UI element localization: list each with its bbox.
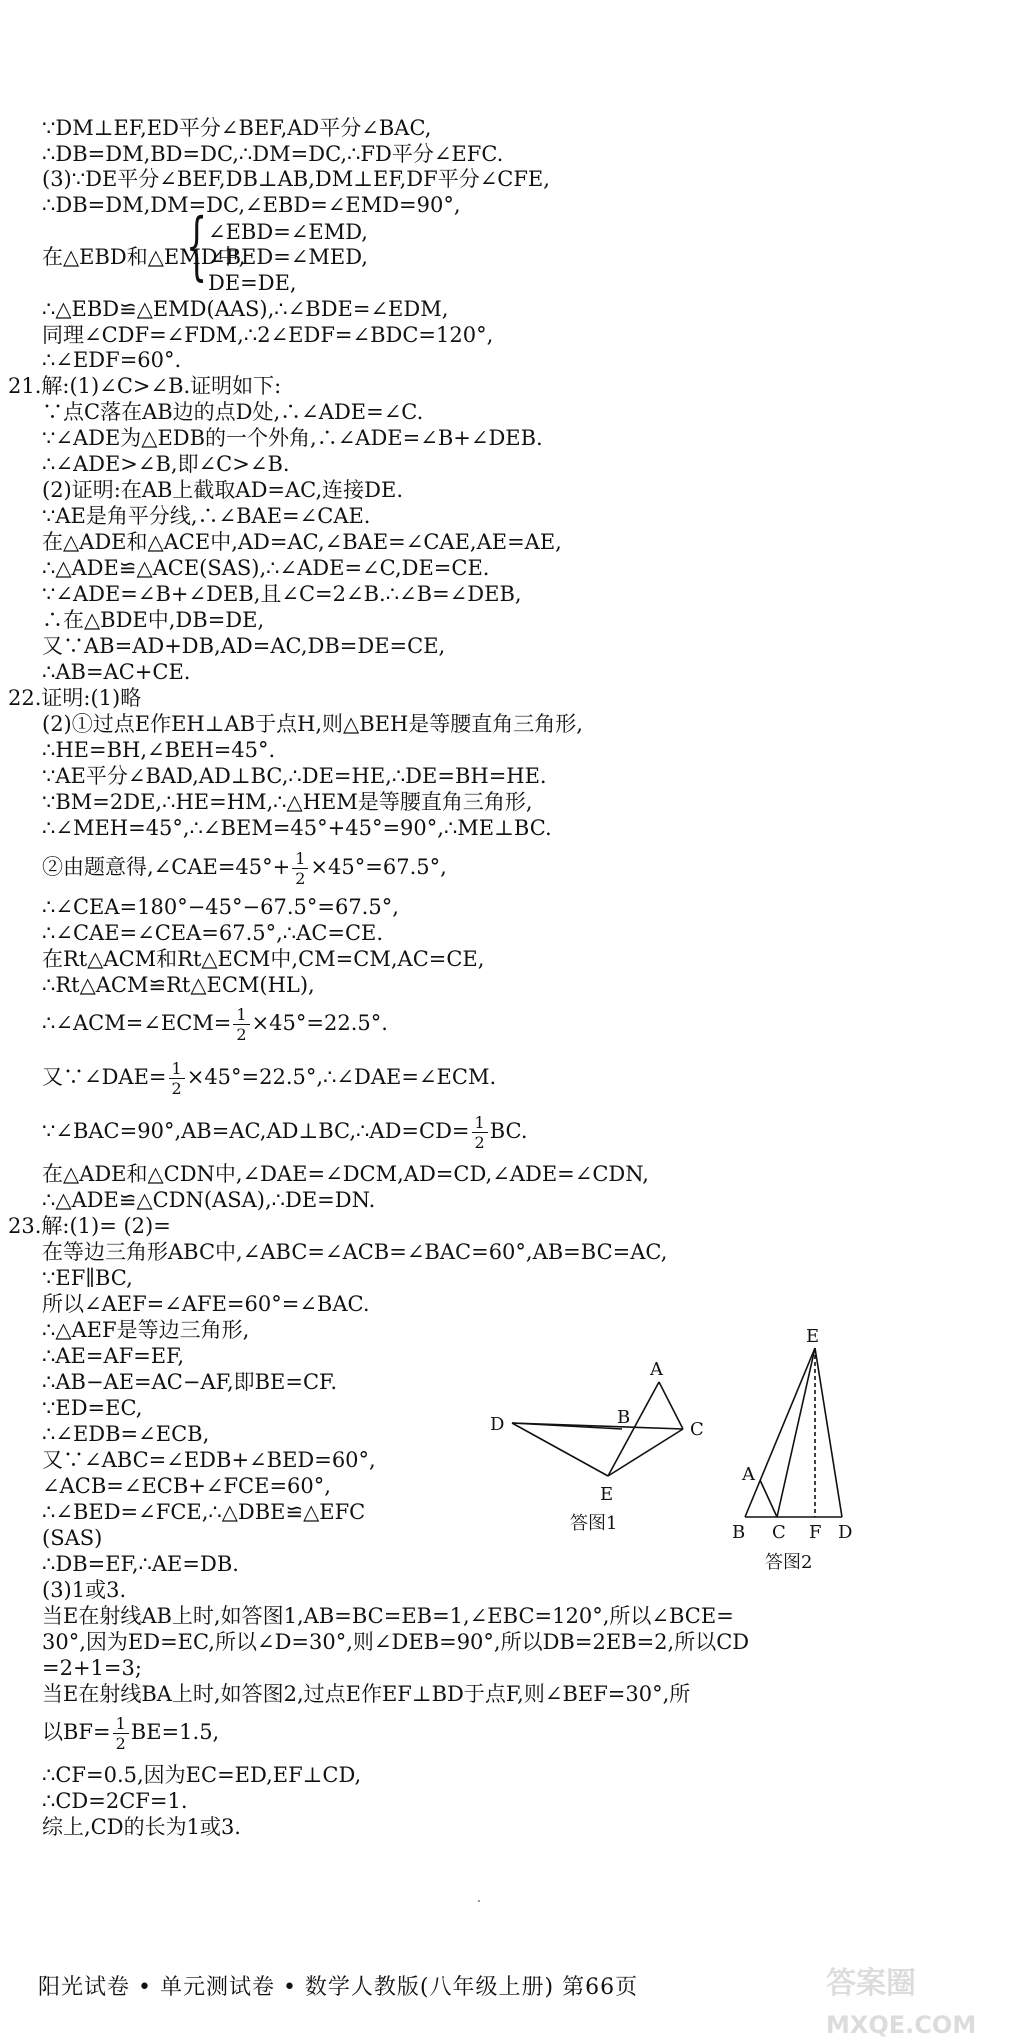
fraction-post: ×45°=22.5°,∴∠DAE=∠ECM. [186,1065,497,1089]
fraction-post: BC. [489,1119,528,1143]
figure-2 [720,1320,860,1600]
text-line: ∴∠CEA=180°−45°−67.5°=67.5°, [42,895,399,919]
fraction-numerator: 1 [169,1059,185,1079]
text-line: ∴△ADE≌△CDN(ASA),∴DE=DN. [42,1188,376,1212]
watermark-title: 答案圈 [826,1966,916,2001]
text-line: ∴AB−AE=AC−AF,即BE=CF. [42,1370,338,1394]
page-footer: 阳光试卷 • 单元测试卷 • 数学人教版(八年级上册) 第66页 [38,1975,639,2000]
fraction-pre: 又∵∠DAE= [42,1065,167,1089]
fraction-post: ×45°=67.5°, [310,855,447,879]
text-line: (2)①过点E作EH⊥AB于点H,则△BEH是等腰直角三角形, [42,712,583,736]
text-line: ∴△AEF是等边三角形, [42,1318,250,1342]
system-line: DE=DE, [208,271,297,295]
fraction-denominator: 2 [236,1025,247,1044]
fraction [472,1113,488,1152]
text-line: ∴DB=DM,BD=DC,∴DM=DC,∴FD平分∠EFC. [42,142,504,166]
point-label-b: B [732,1522,746,1543]
problem-23-heading: 23.解:(1)= (2)= [8,1214,171,1238]
fraction-denominator: 2 [474,1133,485,1152]
text-line: ∵BM=2DE,∴HE=HM,∴△HEM是等腰直角三角形, [42,790,533,814]
text-line: ∴DB=EF,∴AE=DB. [42,1552,239,1576]
fraction [113,1714,129,1753]
text-line: ∵DM⊥EF,ED平分∠BEF,AD平分∠BAC, [42,116,432,140]
fraction-post: ×45°=22.5°. [251,1011,388,1035]
fraction-line [42,998,388,1048]
segment-be [745,1348,815,1517]
segment-ac [760,1480,777,1517]
fraction-line [42,1106,528,1156]
text-line: ∴∠EDB=∠ECB, [42,1422,210,1446]
fraction-numerator: 1 [292,849,308,869]
fraction-line [42,1052,496,1102]
point-label-a: A [742,1464,755,1485]
text-line: ∴CF=0.5,因为EC=ED,EF⊥CD, [42,1763,362,1787]
text-line: ∵∠ADE=∠B+∠DEB,且∠C=2∠B.∴∠B=∠DEB, [42,582,522,606]
text-line: ∴∠MEH=45°,∴∠BEM=45°+45°=90°,∴ME⊥BC. [42,816,552,840]
point-label-c: C [690,1419,704,1440]
watermark-url: MXQE.COM [826,2011,977,2039]
system-line: ∠EBD=∠EMD, [208,220,368,244]
text-line: 当E在射线BA上时,如答图2,过点E作EF⊥BD于点F,则∠BEF=30°,所 [42,1682,691,1706]
text-line: ∵∠ADE为△EDB的一个外角,∴∠ADE=∠B+∠DEB. [42,426,543,450]
system-line: ∠BED=∠MED, [208,245,368,269]
figure-1-caption: 答图1 [570,1513,618,1534]
point-label-a: A [650,1359,663,1380]
fraction-denominator: 2 [295,869,306,888]
text-line: ∴△EBD≌△EMD(AAS),∴∠BDE=∠EDM, [42,297,449,321]
fraction [292,849,308,888]
point-label-e: E [600,1484,614,1505]
point-label-f: F [809,1522,822,1543]
text-line: 30°,因为ED=EC,所以∠D=30°,则∠DEB=90°,所以DB=2EB=2,所以CD [42,1630,750,1654]
text-line: ∵EF∥BC, [42,1266,133,1290]
problem-21-heading: 21.解:(1)∠C>∠B.证明如下: [8,374,282,398]
figure-2-caption: 答图2 [765,1552,813,1573]
text-line: 又∵AB=AD+DB,AD=AC,DB=DE=CE, [42,634,446,658]
text-line: (3)∵DE平分∠BEF,DB⊥AB,DM⊥EF,DF平分∠CFE, [42,167,550,191]
segment-de [512,1423,608,1476]
text-line: ∴HE=BH,∠BEH=45°. [42,738,276,762]
watermark-logo [818,1955,1008,2043]
fraction [233,1005,249,1044]
point-label-c: C [772,1522,786,1543]
text-line: ∵ED=EC, [42,1396,143,1420]
fraction-line [42,1707,219,1757]
text-line: 又∵∠ABC=∠EDB+∠BED=60°, [42,1448,376,1472]
fraction-numerator: 1 [233,1005,249,1025]
fraction-post: BE=1.5, [130,1720,220,1744]
fraction-denominator: 2 [171,1079,182,1098]
text-line: (3)1或3. [42,1578,127,1602]
text-line: ∴在△BDE中,DB=DE, [42,608,265,632]
scan-dot [478,1900,480,1902]
text-line: =2+1=3; [42,1656,142,1680]
text-line: 在等边三角形ABC中,∠ABC=∠ACB=∠BAC=60°,AB=BC=AC, [42,1240,668,1264]
figure-1 [490,1355,730,1585]
segment-de [815,1348,842,1517]
fraction-pre: 以BF= [42,1720,111,1744]
text-line: 综上,CD的长为1或3. [42,1815,241,1839]
point-label-d: D [838,1522,853,1543]
point-label-d: D [490,1414,505,1435]
text-line: 在△ADE和△CDN中,∠DAE=∠DCM,AD=CD,∠ADE=∠CDN, [42,1162,649,1186]
text-line: ∴Rt△ACM≌Rt△ECM(HL), [42,973,315,997]
text-line: ∵点C落在AB边的点D处,∴∠ADE=∠C. [42,400,424,424]
problem-22-heading: 22.证明:(1)略 [8,686,142,710]
point-label-e: E [806,1326,820,1347]
text-line: ∴DB=DM,DM=DC,∠EBD=∠EMD=90°, [42,193,461,217]
text-line: (SAS) [42,1526,103,1550]
text-line: ∴CD=2CF=1. [42,1789,188,1813]
segment-ce [777,1348,815,1517]
text-line: ∴∠ADE>∠B,即∠C>∠B. [42,452,290,476]
segment-ac [659,1382,683,1429]
fraction-line [42,842,447,892]
fraction-pre: ∴∠ACM=∠ECM= [42,1011,232,1035]
text-line: (2)证明:在AB上截取AD=AC,连接DE. [42,478,404,502]
text-line: ∴AE=AF=EF, [42,1344,185,1368]
text-line: ∴AB=AC+CE. [42,660,191,684]
text-line: ∴△ADE≌△ACE(SAS),∴∠ADE=∠C,DE=CE. [42,556,490,580]
text-line: ∵AE是角平分线,∴∠BAE=∠CAE. [42,504,371,528]
fraction-denominator: 2 [115,1734,126,1753]
text-line: 所以∠AEF=∠AFE=60°=∠BAC. [42,1292,370,1316]
text-line: ∴∠BED=∠FCE,∴△DBE≌△EFC [42,1500,366,1524]
fraction-pre: ∵∠BAC=90°,AB=AC,AD⊥BC,∴AD=CD= [42,1119,470,1143]
fraction-numerator: 1 [113,1714,129,1734]
text-line: ∴∠CAE=∠CEA=67.5°,∴AC=CE. [42,921,384,945]
fraction-numerator: 1 [472,1113,488,1133]
text-line: 在Rt△ACM和Rt△ECM中,CM=CM,AC=CE, [42,947,485,971]
fraction-pre: ②由题意得,∠CAE=45°+ [42,855,291,879]
fraction [169,1059,185,1098]
text-line: ∵AE平分∠BAD,AD⊥BC,∴DE=HE,∴DE=BH=HE. [42,764,547,788]
text-line: 在△EBD和△EMD中, [42,245,246,269]
text-line: 同理∠CDF=∠FDM,∴2∠EDF=∠BDC=120°, [42,323,494,347]
text-line: ∴∠EDF=60°. [42,348,182,372]
text-line: ∠ACB=∠ECB+∠FCE=60°, [42,1474,331,1498]
point-label-b: B [617,1407,631,1428]
text-line: 当E在射线AB上时,如答图1,AB=BC=EB=1,∠EBC=120°,所以∠BCE= [42,1604,734,1628]
segment-ec [608,1429,683,1476]
brace-symbol: { [186,203,208,289]
text-line: 在△ADE和△ACE中,AD=AC,∠BAE=∠CAE,AE=AE, [42,530,562,554]
